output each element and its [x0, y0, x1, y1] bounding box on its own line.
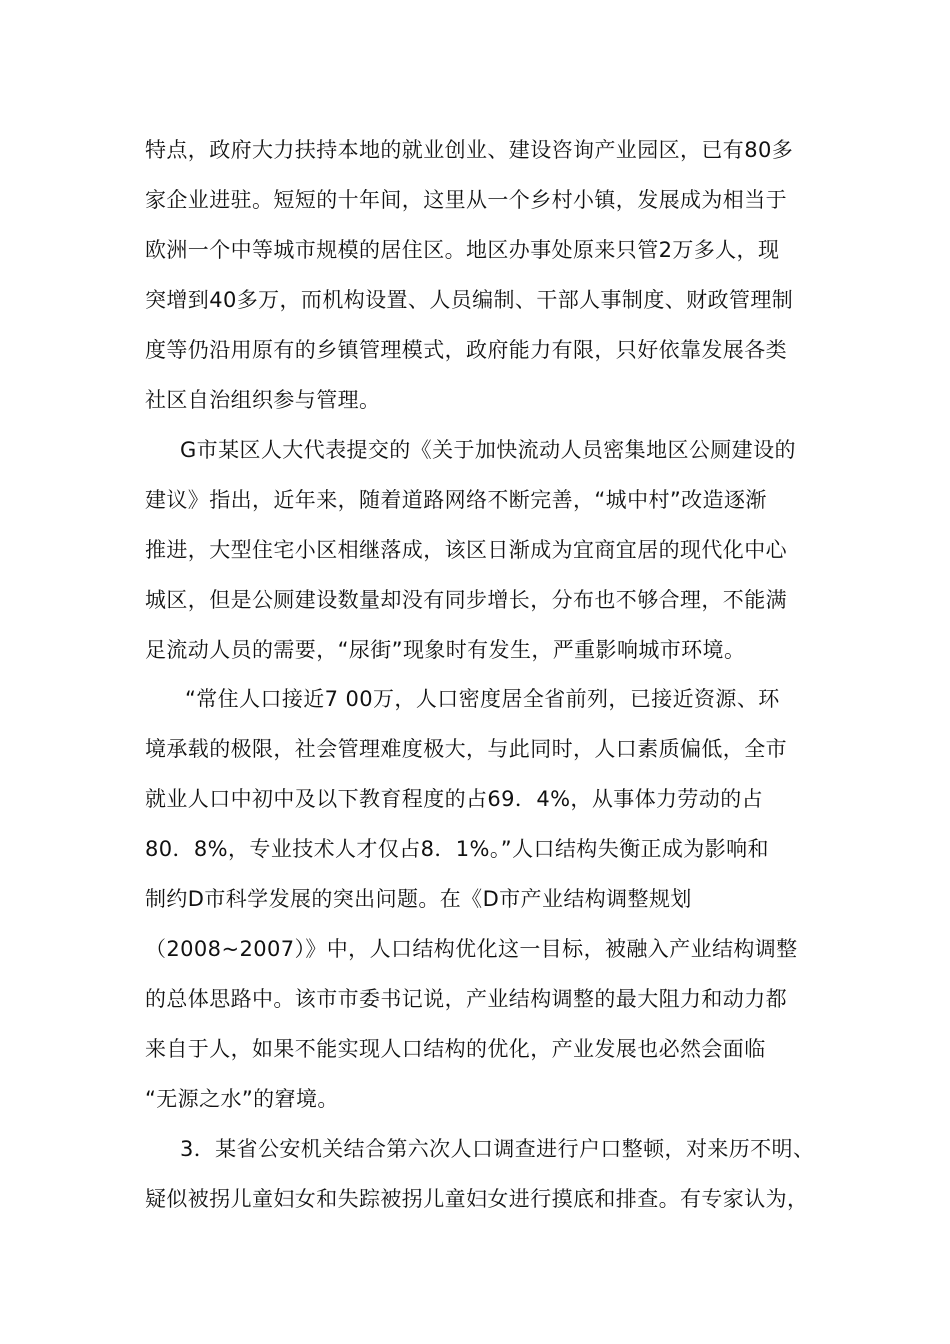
- text-line: 建议》指出，近年来，随着道路网络不断完善，“城中村”改造逐渐: [145, 488, 767, 512]
- paragraph-start-line: 3．某省公安机关结合第六次人口调查进行户口整顿，对来历不明、: [180, 1137, 815, 1161]
- paragraph-start-line: “常住人口接近7 00万，人口密度居全省前列，已接近资源、环: [185, 687, 780, 711]
- text-line: 城区，但是公厕建设数量却没有同步增长，分布也不够合理，不能满: [145, 588, 787, 612]
- text-line: 疑似被拐儿童妇女和失踪被拐儿童妇女进行摸底和排查。有专家认为，: [145, 1187, 809, 1211]
- text-line: 境承载的极限，社会管理难度极大，与此同时，人口素质偏低，全市: [145, 737, 787, 761]
- text-line: 突增到40多万，而机构设置、人员编制、干部人事制度、财政管理制: [145, 288, 794, 312]
- text-line: 社区自治组织参与管理。: [145, 388, 381, 412]
- text-line: 欧洲一个中等城市规模的居住区。地区办事处原来只管2万多人，现: [145, 238, 780, 262]
- text-line: 足流动人员的需要，“尿街”现象时有发生，严重影响城市环境。: [145, 638, 746, 662]
- text-line: 就业人口中初中及以下教育程度的占69．4%，从事体力劳动的占: [145, 787, 764, 811]
- paragraph-start-line: G市某区人大代表提交的《关于加快流动人员密集地区公厕建设的: [180, 438, 796, 462]
- text-line: （2008~2007）》中，人口结构优化这一目标，被融入产业结构调整: [145, 937, 798, 961]
- text-line: 家企业进驻。短短的十年间，这里从一个乡村小镇，发展成为相当于: [145, 188, 787, 212]
- text-line: “无源之水”的窘境。: [145, 1087, 339, 1111]
- text-line: 推进，大型住宅小区相继落成，该区日渐成为宜商宜居的现代化中心: [145, 538, 787, 562]
- text-line: 来自于人，如果不能实现人口结构的优化，产业发展也必然会面临: [145, 1037, 766, 1061]
- text-line: 80．8%，专业技术人才仅占8．1%。”人口结构失衡正成为影响和: [145, 837, 769, 861]
- text-line: 度等仍沿用原有的乡镇管理模式，政府能力有限，只好依靠发展各类: [145, 338, 787, 362]
- text-line: 特点，政府大力扶持本地的就业创业、建设咨询产业园区，已有80多: [145, 138, 794, 162]
- text-line: 制约D市科学发展的突出问题。在《D市产业结构调整规划: [145, 887, 692, 911]
- text-line: 的总体思路中。该市市委书记说，产业结构调整的最大阻力和动力都: [145, 987, 787, 1011]
